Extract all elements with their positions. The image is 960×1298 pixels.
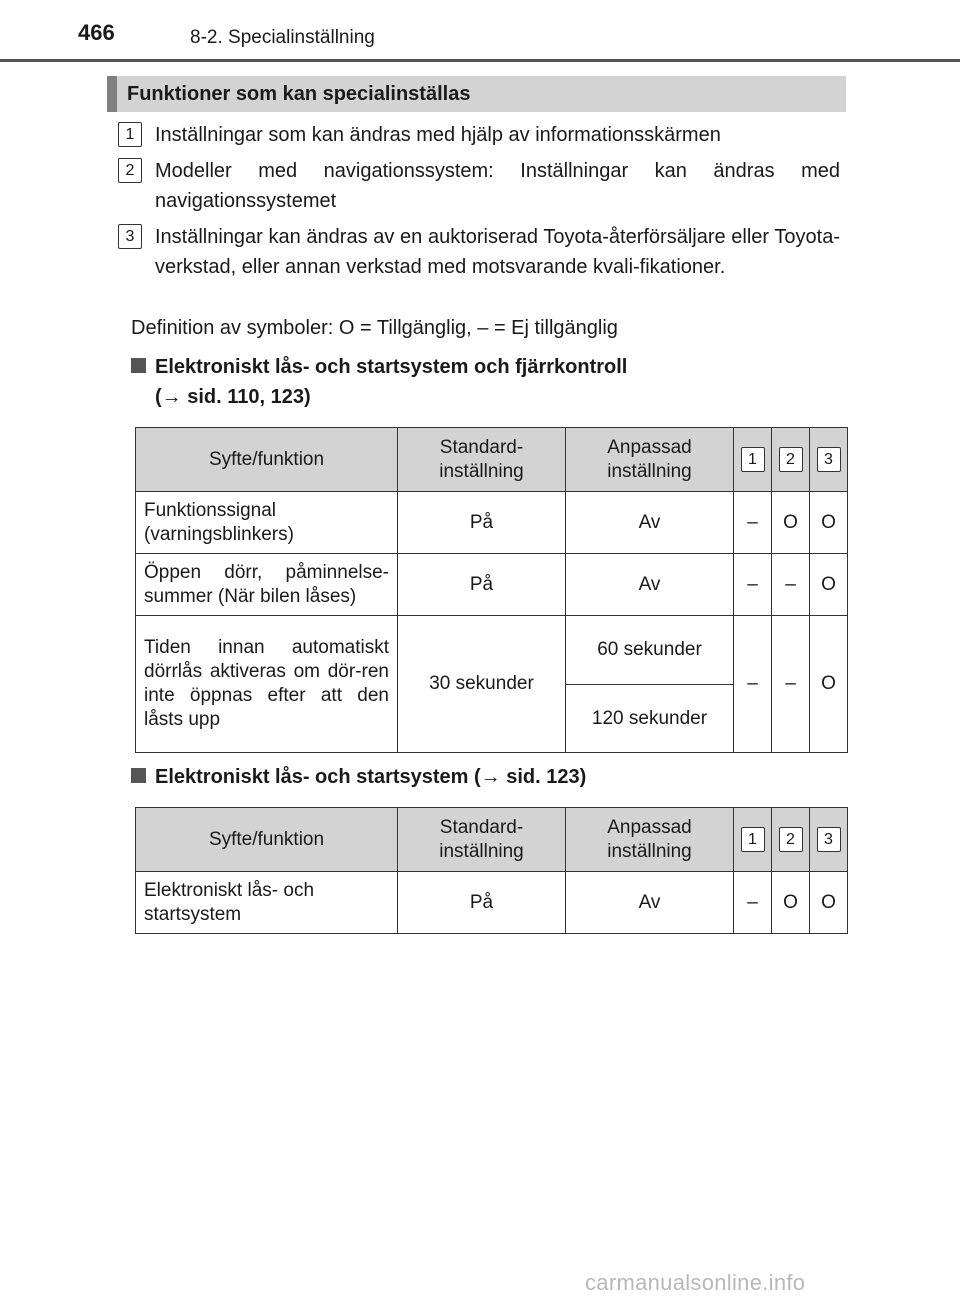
cell-standard: På <box>398 554 566 616</box>
col-header-1 <box>734 808 772 872</box>
cell-function: Tiden innan automatiskt dörrlås aktiveras om dör-ren inte öppnas efter att den låsts upp <box>136 616 398 753</box>
col-header-custom: Anpassad inställning <box>566 808 734 872</box>
number-3-icon: 3 <box>817 827 841 852</box>
cell-availability-2: O <box>772 872 810 934</box>
cell-custom: Av <box>566 872 734 934</box>
symbol-definition: Definition av symboler: O = Tillgänglig, – = Ej tillgänglig <box>131 317 618 339</box>
cell-availability-1: – <box>734 872 772 934</box>
chapter-title: 8-2. Specialinställning <box>190 27 375 48</box>
col-header-function: Syfte/funktion <box>136 808 398 872</box>
list-item <box>112 222 840 282</box>
section-accent <box>107 76 117 112</box>
cell-availability-1: – <box>734 554 772 616</box>
cell-standard: På <box>398 872 566 934</box>
number-2-icon: 2 <box>118 158 142 183</box>
table-header-row <box>136 428 848 492</box>
list-item-text: Inställningar kan ändras av en auktoriserad Toyota-återförsäljare eller Toyota-verkstad, eller annan verkstad med motsvarande kvali-fikationer. <box>155 226 840 278</box>
subsection-heading-1 <box>131 352 627 412</box>
cell-standard: 30 sekunder <box>398 616 566 753</box>
cell-custom-option-1: 60 sekunder <box>566 616 734 685</box>
number-1-icon: 1 <box>741 827 765 852</box>
cell-custom: Av <box>566 492 734 554</box>
cell-function: Elektroniskt lås- och startsystem <box>136 872 398 934</box>
cell-availability-3: O <box>810 554 848 616</box>
table-row <box>136 616 848 685</box>
page-number: 466 <box>78 20 115 45</box>
list-item <box>112 120 840 150</box>
col-header-3 <box>810 428 848 492</box>
number-1-icon: 1 <box>741 447 765 472</box>
cell-availability-2: – <box>772 554 810 616</box>
table-row <box>136 554 848 616</box>
square-bullet-icon <box>131 768 146 783</box>
number-1-icon: 1 <box>118 122 142 147</box>
subsection-heading-2 <box>131 762 586 792</box>
table-row <box>136 492 848 554</box>
col-header-custom: Anpassad inställning <box>566 428 734 492</box>
cell-function: Öppen dörr, påminnelse-summer (När bilen låses) <box>136 554 398 616</box>
list-item <box>112 156 840 216</box>
cell-availability-1: – <box>734 492 772 554</box>
cell-availability-3: O <box>810 492 848 554</box>
col-header-standard: Standard-inställning <box>398 428 566 492</box>
cell-custom-option-2: 120 sekunder <box>566 685 734 753</box>
number-2-icon: 2 <box>779 447 803 472</box>
cell-availability-1: – <box>734 616 772 753</box>
col-header-1 <box>734 428 772 492</box>
col-header-function: Syfte/funktion <box>136 428 398 492</box>
square-bullet-icon <box>131 358 146 373</box>
header-divider <box>0 59 960 62</box>
number-3-icon: 3 <box>817 447 841 472</box>
watermark[interactable]: carmanualsonline.info <box>585 1270 806 1295</box>
cell-custom: Av <box>566 554 734 616</box>
settings-table-1 <box>135 427 848 753</box>
cell-standard: På <box>398 492 566 554</box>
cell-availability-3: O <box>810 616 848 753</box>
list-item-text: Modeller med navigationssystem: Inställningar kan ändras med navigationssystemet <box>155 160 840 212</box>
cell-availability-2: O <box>772 492 810 554</box>
subsection-title: Elektroniskt lås- och startsystem (→ sid. 123) <box>155 766 587 788</box>
section-title: Funktioner som kan specialinställas <box>127 83 471 105</box>
numbered-list <box>112 120 840 288</box>
table-row <box>136 872 848 934</box>
col-header-2 <box>772 808 810 872</box>
col-header-3 <box>810 808 848 872</box>
col-header-2 <box>772 428 810 492</box>
number-2-icon: 2 <box>779 827 803 852</box>
settings-table-2 <box>135 807 848 934</box>
col-header-standard: Standard-inställning <box>398 808 566 872</box>
subsection-title: Elektroniskt lås- och startsystem och fjärrkontroll <box>155 356 628 378</box>
cell-function: Funktionssignal (varningsblinkers) <box>136 492 398 554</box>
cell-availability-2: – <box>772 616 810 753</box>
table-header-row <box>136 808 848 872</box>
subsection-reference: (→ sid. 110, 123) <box>155 386 311 408</box>
list-item-text: Inställningar som kan ändras med hjälp av informationsskärmen <box>155 124 721 146</box>
cell-availability-3: O <box>810 872 848 934</box>
number-3-icon: 3 <box>118 224 142 249</box>
section-heading-bar <box>107 76 846 112</box>
